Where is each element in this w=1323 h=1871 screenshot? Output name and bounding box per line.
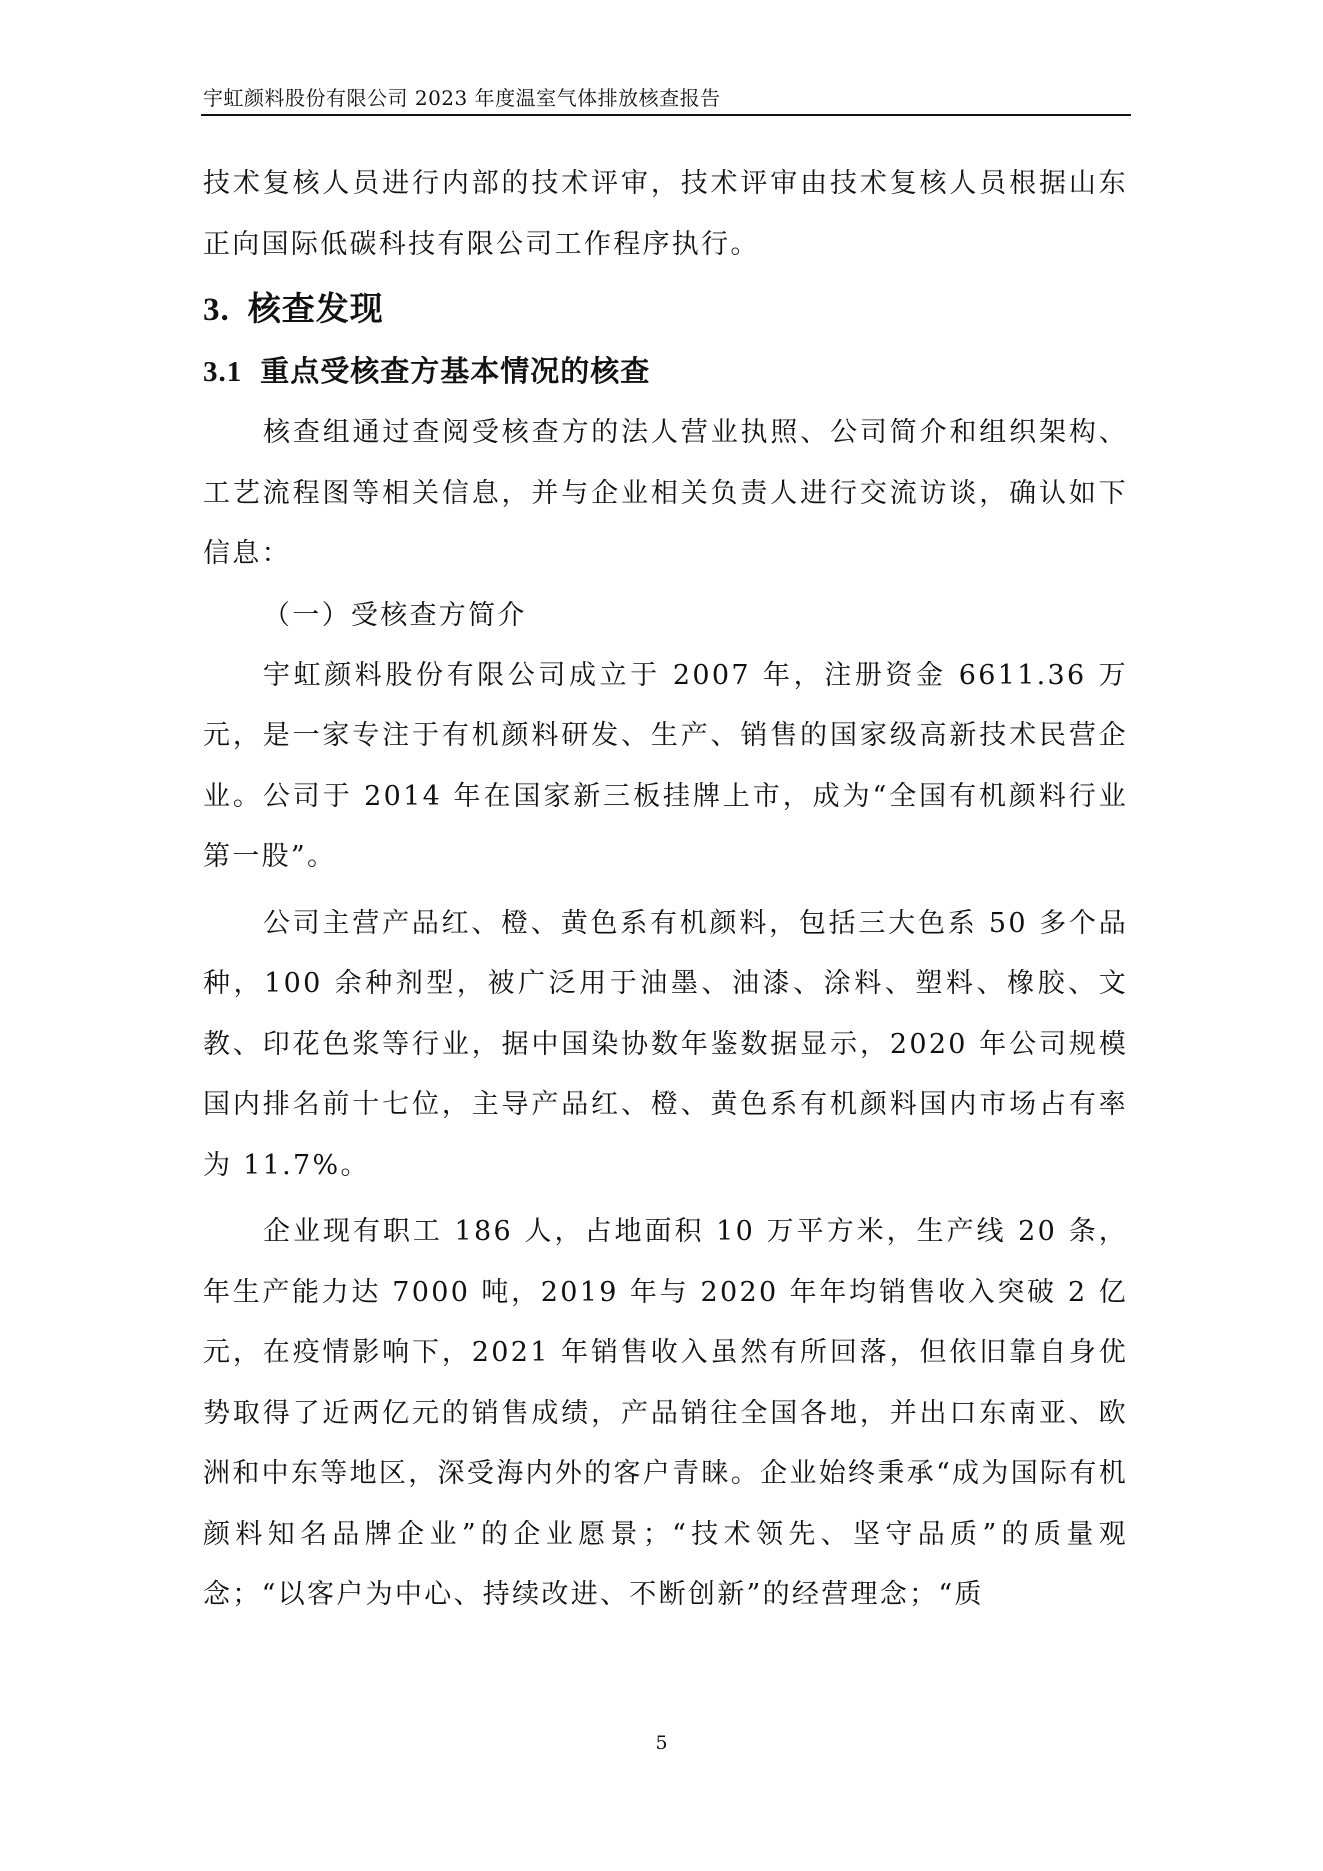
paragraph-operations: 企业现有职工 186 人，占地面积 10 万平方米，生产线 20 条，年生产能力达 7000 吨，2019 年与 2020 年年均销售收入突破 2 亿元，在疫情影响下，2021 年销售收入虽然有所回落，但依旧靠自身优势取得了近两亿元的销售成绩，产品销往全国各地，并出口东南亚、欧洲和中东等地区，深受海内外的客户青睐。企业始终秉承“成为国际有机颜料知名品牌企业”的企业愿景；“技术领先、坚守品质”的质量观念；“以客户为中心、持续改进、不断创新”的经营理念；“质 bbox=[203, 1216, 1128, 1610]
intro-paragraph: 技术复核人员进行内部的技术评审，技术评审由技术复核人员根据山东正向国际低碳科技有限公司工作程序执行。 bbox=[203, 168, 1128, 260]
paragraph-verification-method: 核查组通过查阅受核查方的法人营业执照、公司简介和组织架构、工艺流程图等相关信息，并与企业相关负责人进行交流访谈，确认如下信息： bbox=[203, 417, 1128, 569]
document-body bbox=[203, 154, 1128, 1626]
section-number: 3. bbox=[203, 292, 230, 328]
paragraph-products: 公司主营产品红、橙、黄色系有机颜料，包括三大色系 50 多个品种，100 余种剂型，被广泛用于油墨、油漆、涂料、塑料、橡胶、文教、印花色浆等行业，据中国染协数年鉴数据显示，2020 年公司规模国内排名前十七位，主导产品红、橙、黄色系有机颜料国内市场占有率为 11.7%。 bbox=[203, 907, 1128, 1181]
subheading-company-profile: （一）受核查方简介 bbox=[263, 599, 527, 631]
section-title: 核查发现 bbox=[247, 289, 384, 328]
subsection-heading bbox=[203, 340, 1128, 403]
page-number: 5 bbox=[655, 1732, 668, 1754]
paragraph-company-overview: 宇虹颜料股份有限公司成立于 2007 年，注册资金 6611.36 万元，是一家专注于有机颜料研发、生产、销售的国家级高新技术民营企业。公司于 2014 年在国家新三板挂牌上市，成为“全国有机颜料行业第一股”。 bbox=[203, 659, 1128, 872]
subsection-number: 3.1 bbox=[203, 356, 243, 388]
subsection-title: 重点受核查方基本情况的核查 bbox=[260, 354, 651, 388]
section-heading bbox=[203, 279, 1128, 340]
header-divider bbox=[201, 114, 1131, 116]
running-header: 宇虹颜料股份有限公司 2023 年度温室气体排放核查报告 bbox=[203, 86, 721, 110]
